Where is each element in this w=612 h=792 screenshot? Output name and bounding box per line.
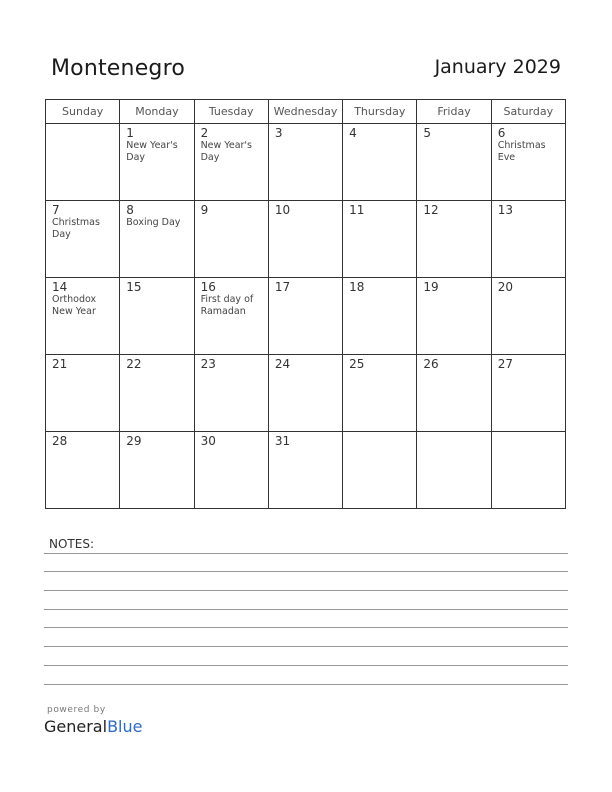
- day-number: 2: [200, 126, 209, 140]
- day-cell: [194, 278, 268, 355]
- day-number: 27: [497, 357, 513, 371]
- day-number: 22: [126, 357, 142, 371]
- day-cell: [491, 278, 565, 355]
- day-content: [195, 124, 268, 164]
- day-number: 31: [274, 434, 291, 448]
- day-cell: [268, 278, 342, 355]
- week-row: [46, 355, 566, 432]
- day-content: [343, 432, 416, 434]
- day-number: 17: [274, 280, 291, 294]
- calendar-grid: [45, 99, 566, 509]
- day-content: [195, 201, 268, 217]
- weekday-header: Thursday: [343, 100, 417, 124]
- day-content: [343, 124, 416, 140]
- month-title: January 2029: [434, 56, 561, 78]
- notes-label: NOTES:: [49, 537, 94, 551]
- day-number: 5: [423, 126, 432, 140]
- day-number: 18: [349, 280, 365, 294]
- day-content: [46, 124, 119, 126]
- day-content: [120, 278, 193, 294]
- day-cell: [46, 201, 120, 278]
- day-content: [492, 201, 565, 217]
- day-cell: [491, 432, 565, 509]
- holiday-label: New Year's Day: [200, 140, 252, 163]
- day-cell: [268, 201, 342, 278]
- day-number: 26: [423, 357, 439, 371]
- powered-by-text: powered by: [47, 705, 106, 715]
- weekday-header: Tuesday: [194, 100, 268, 124]
- holiday-label: Christmas Day: [52, 217, 100, 240]
- day-number: 13: [497, 203, 513, 217]
- day-content: [120, 124, 193, 164]
- day-cell: [268, 432, 342, 509]
- day-cell: [46, 278, 120, 355]
- day-content: [492, 124, 565, 164]
- day-cell: [417, 278, 491, 355]
- day-content: [343, 201, 416, 217]
- day-content: [195, 355, 268, 371]
- day-content: [46, 278, 119, 318]
- day-number: 28: [52, 434, 68, 448]
- week-row: [46, 124, 566, 201]
- day-number: 11: [349, 203, 365, 217]
- note-line: [44, 609, 568, 610]
- day-content: [417, 201, 490, 217]
- day-cell: [46, 432, 120, 509]
- weekday-header-row: [46, 100, 566, 124]
- day-content: [120, 432, 193, 448]
- day-number: 30: [200, 434, 216, 448]
- day-number: 3: [274, 126, 283, 140]
- day-content: [417, 278, 490, 294]
- week-row: [46, 432, 566, 509]
- day-content: [46, 432, 119, 448]
- country-title: Montenegro: [51, 56, 186, 81]
- day-cell: [194, 432, 268, 509]
- day-cell: [194, 124, 268, 201]
- day-cell: [491, 124, 565, 201]
- day-content: [46, 201, 119, 241]
- day-number: 1: [126, 126, 134, 140]
- holiday-label: First day of Ramadan: [200, 294, 254, 317]
- note-line: [44, 571, 568, 572]
- day-cell: [120, 124, 194, 201]
- day-cell: [343, 201, 417, 278]
- week-row: [46, 201, 566, 278]
- note-line: [44, 590, 568, 591]
- day-number: 14: [52, 280, 68, 294]
- note-line: [44, 646, 568, 647]
- day-number: 24: [274, 357, 291, 371]
- day-cell: [343, 355, 417, 432]
- brand-logo: [44, 717, 142, 736]
- day-content: [195, 278, 268, 318]
- day-number: 8: [126, 203, 134, 217]
- day-cell: [268, 355, 342, 432]
- day-cell: [417, 355, 491, 432]
- day-content: [269, 278, 342, 294]
- note-line: [44, 627, 568, 628]
- day-number: 23: [200, 357, 216, 371]
- weekday-header: Monday: [120, 100, 194, 124]
- day-content: [492, 278, 565, 294]
- day-content: [269, 124, 342, 140]
- day-content: [120, 355, 193, 371]
- brand-blue: Blue: [107, 717, 143, 736]
- day-cell: [491, 201, 565, 278]
- day-cell: [46, 355, 120, 432]
- note-line: [44, 665, 568, 666]
- day-cell: [268, 124, 342, 201]
- day-content: [343, 278, 416, 294]
- day-cell: [46, 124, 120, 201]
- day-number: 19: [423, 280, 439, 294]
- note-line: [44, 553, 568, 554]
- day-content: [46, 355, 119, 371]
- day-number: 25: [349, 357, 365, 371]
- day-cell: [120, 355, 194, 432]
- day-content: [417, 124, 490, 140]
- day-number: 15: [126, 280, 142, 294]
- week-row: [46, 278, 566, 355]
- day-number: 21: [52, 357, 68, 371]
- holiday-label: New Year's Day: [126, 140, 178, 163]
- day-number: 6: [497, 126, 506, 140]
- day-cell: [491, 355, 565, 432]
- day-content: [195, 432, 268, 448]
- weekday-header: Sunday: [46, 100, 120, 124]
- holiday-label: Orthodox New Year: [52, 294, 97, 317]
- day-content: [417, 432, 490, 434]
- day-number: 16: [200, 280, 216, 294]
- day-cell: [343, 278, 417, 355]
- day-number: 9: [200, 203, 209, 217]
- day-content: [120, 201, 193, 229]
- day-content: [417, 355, 490, 371]
- day-number: 7: [52, 203, 60, 217]
- weekday-header: Saturday: [491, 100, 565, 124]
- day-cell: [194, 201, 268, 278]
- day-content: [269, 355, 342, 371]
- day-cell: [120, 201, 194, 278]
- day-cell: [120, 278, 194, 355]
- weekday-header: Friday: [417, 100, 491, 124]
- day-content: [269, 432, 342, 448]
- day-cell: [417, 201, 491, 278]
- day-cell: [343, 124, 417, 201]
- weekday-header: Wednesday: [268, 100, 342, 124]
- day-number: 10: [274, 203, 291, 217]
- holiday-label: Christmas Eve: [497, 140, 546, 163]
- day-cell: [417, 124, 491, 201]
- day-content: [492, 432, 565, 434]
- day-content: [492, 355, 565, 371]
- day-number: 12: [423, 203, 439, 217]
- day-cell: [417, 432, 491, 509]
- day-cell: [194, 355, 268, 432]
- day-number: 4: [349, 126, 357, 140]
- brand-general: General: [44, 717, 108, 736]
- day-cell: [120, 432, 194, 509]
- day-content: [269, 201, 342, 217]
- note-line: [44, 684, 568, 685]
- day-number: 20: [497, 280, 513, 294]
- day-content: [343, 355, 416, 371]
- holiday-label: Boxing Day: [126, 217, 181, 228]
- day-cell: [343, 432, 417, 509]
- day-number: 29: [126, 434, 142, 448]
